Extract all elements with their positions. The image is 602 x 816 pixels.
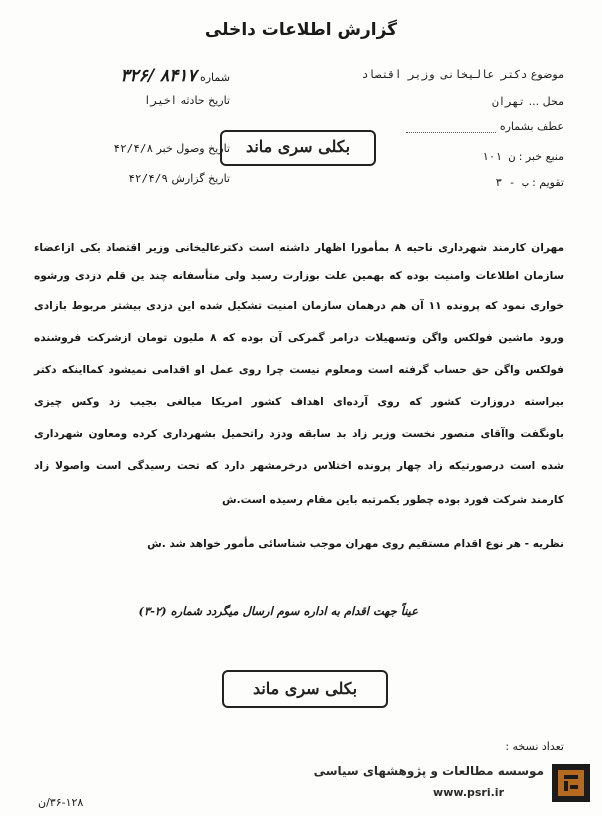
publisher-logo-icon	[552, 764, 590, 802]
event-date-label: تاریخ حادثه	[180, 94, 230, 107]
copies-label: تعداد نسخه :	[505, 740, 564, 753]
receipt-date-label: تاریخ وصول خبر	[156, 142, 230, 155]
publisher-url: www.psri.ir	[433, 786, 504, 799]
report-date-value: ۴۲/۴/۹	[128, 172, 168, 185]
source-value: ن ۱۰۱	[482, 150, 516, 163]
body-line-8: شده است درصورتیکه زاد چهار پرونده اختلاس درخرمشهر دارد که تحت رسیدگی است واصولا زاد	[34, 460, 564, 472]
evaluation-value: ب - ۳	[495, 176, 529, 189]
body-line-9: کارمند شرکت فورد بوده چطور یکمرتبه باین مقام رسیده است.ش	[221, 494, 564, 506]
body-line-2: سازمان اطلاعات وامنیت بوده که بهمین علت بوزارت رسید ولی متأسفانه چند ین قلم دزدی ورشوه	[34, 270, 564, 282]
logo-accent	[558, 770, 584, 796]
subject-row	[361, 68, 564, 81]
reference-line	[406, 122, 496, 133]
body-line-7: باونگفت واآقای منصور نخست وزیر زاد بد سابقه ودزد راتحمیل بشهرداری کرده ومعاون شهرداری	[34, 428, 564, 440]
report-date-row	[30, 172, 230, 185]
body-line-1: مهران کارمند شهرداری ناحیه ۸ بمأمورا اظهار داشته است دکترعالیخانی وزیر اقتصاد یکی ازاعضاء	[34, 242, 564, 254]
place-row: محل ... تهران	[492, 95, 564, 108]
place-value: تهران	[492, 95, 526, 108]
body-line-5: فولکس واگن حق حساب گرفته است ومعلوم نیست چرا روی عمل او اقدامی نمیشود کمااینکه دکتر	[34, 364, 564, 376]
receipt-date-value: ۴۲/۴/۸	[113, 142, 154, 155]
body-line-3: خواری نمود که پرونده ۱۱ آن هم درهمان سازمان امنیت تشکیل شده این دزدی بیشتر مربوط بازادی	[34, 300, 565, 312]
body-line-4: ورود ماشین فولکس واگن وتسهیلات درامر گمرکی آن بوده که ۸ ملیون تومان ازشرکت فروشنده	[34, 332, 565, 344]
opinion-line: نظریه - هر نوع اقدام مستقیم روی مهران موجب شناسائی مأمور خواهد شد .ش	[147, 538, 564, 550]
handwritten-note: عیناً جهت اقدام به اداره سوم ارسال میگردد شماره (۲-۳)	[138, 604, 418, 618]
subject-value: دکتر عالیخانی وزیر اقتصاد	[361, 68, 528, 81]
place-label: محل	[542, 95, 564, 108]
reference-label: عطف بشماره	[499, 120, 564, 133]
number-value: ۸۴۱۷ /۳۲۶	[120, 66, 197, 86]
source-row: منبع خبر : ن ۱۰۱	[482, 150, 564, 163]
event-date-value: اخیرا	[143, 94, 178, 107]
evaluation-row: تقویم : ب - ۳	[495, 176, 564, 189]
top-secret-stamp: بکلی سری ماند	[220, 130, 376, 166]
bottom-secret-stamp: بکلی سری ماند	[222, 670, 388, 708]
evaluation-label: تقویم	[539, 176, 564, 189]
copies-row	[414, 740, 564, 753]
source-label: منبع خبر	[525, 150, 564, 163]
report-date-label: تاریخ گزارش	[171, 172, 230, 185]
subject-label: موضوع	[530, 68, 564, 81]
footer-code: ۳۶-۱۲۸/ن	[38, 796, 84, 809]
publisher-name: موسسه مطالعات و پژوهشهای سیاسی	[313, 764, 544, 778]
reference-row	[364, 120, 564, 133]
number-row	[30, 66, 230, 86]
body-line-6: بیراسته دروزارت کشور که روی آرده‌ای اهداف کشور امریکا میالغی بجیب زد وکس چیزی	[34, 396, 564, 408]
report-title: گزارش اطلاعات داخلی	[204, 20, 398, 40]
event-date-row	[30, 94, 230, 107]
number-label: شماره	[199, 71, 230, 84]
receipt-date-row	[30, 142, 230, 155]
